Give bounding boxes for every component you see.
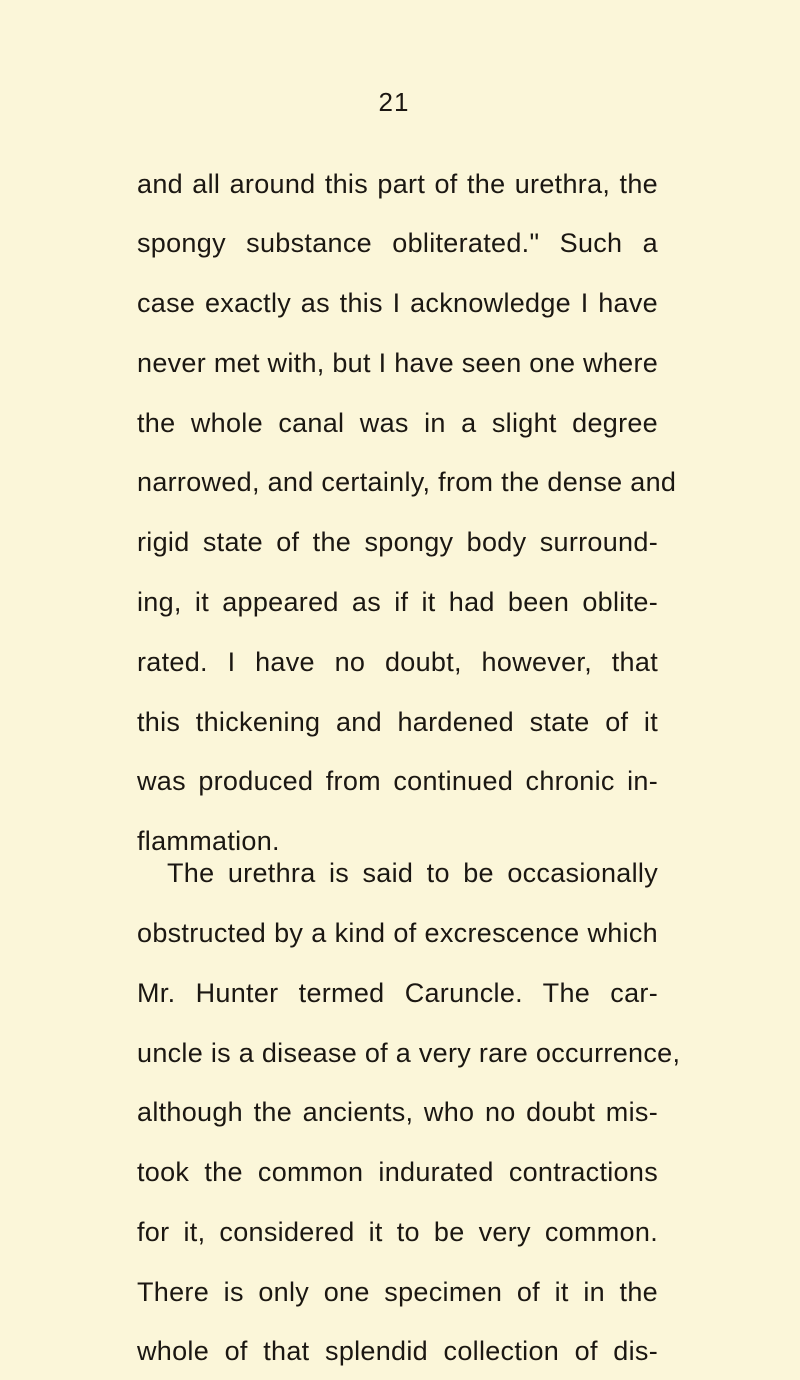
- text-line: spongy substance obliterated." Such a: [137, 228, 658, 258]
- text-line: although the ancients, who no doubt mis-: [137, 1097, 658, 1127]
- page-number: 21: [378, 87, 410, 117]
- text-line: The urethra is said to be occasionally: [167, 858, 658, 888]
- text-line: and all around this part of the urethra, the: [137, 169, 658, 199]
- text-line: the whole canal was in a slight degree: [137, 408, 658, 438]
- text-line: rated. I have no doubt, however, that: [137, 647, 658, 677]
- text-line: for it, considered it to be very common.: [137, 1217, 658, 1247]
- text-line: There is only one specimen of it in the: [137, 1277, 658, 1307]
- text-line: this thickening and hardened state of it: [137, 707, 658, 737]
- text-line: was produced from continued chronic in-: [137, 766, 658, 796]
- text-line: case exactly as this I acknowledge I have: [137, 288, 658, 318]
- text-line: rigid state of the spongy body surround-: [137, 527, 658, 557]
- text-line: Mr. Hunter termed Caruncle. The car-: [137, 978, 658, 1008]
- text-line: flammation.: [137, 826, 280, 856]
- text-line: took the common indurated contractions: [137, 1157, 658, 1187]
- text-line: narrowed, and certainly, from the dense and: [137, 467, 677, 497]
- text-line: uncle is a disease of a very rare occurrence,: [137, 1038, 681, 1068]
- text-line: ing, it appeared as if it had been oblite-: [137, 587, 658, 617]
- text-line: whole of that splendid collection of dis-: [137, 1336, 658, 1366]
- text-line: never met with, but I have seen one where: [137, 348, 659, 378]
- text-line: obstructed by a kind of excrescence which: [137, 918, 658, 948]
